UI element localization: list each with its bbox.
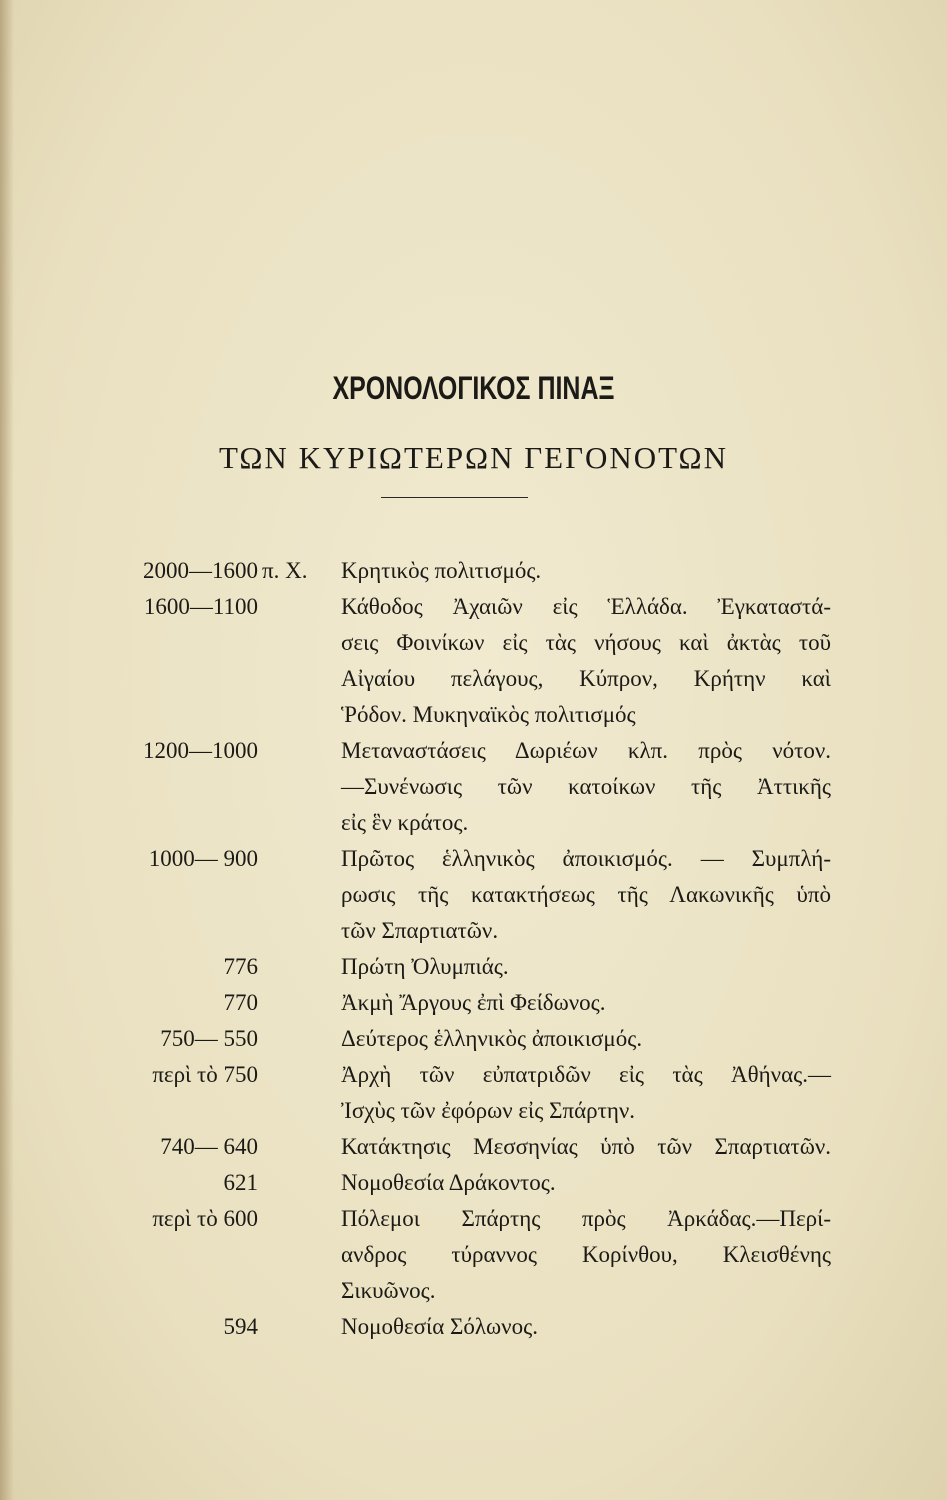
event-line: Ἀκμὴ Ἄργους ἐπὶ Φείδωνος. <box>341 990 606 1015</box>
date-cell: 770 <box>223 990 258 1015</box>
date-cell: 2000—1600 <box>143 558 258 583</box>
page-subtitle: ΤΩΝ ΚΥΡΙΩΤΕΡΩΝ ΓΕΓΟΝΟΤΩΝ <box>219 440 728 475</box>
event-line: σεις Φοινίκων εἰς τὰς νήσους καὶ ἀκτὰς τοῦ <box>341 630 831 655</box>
event-line: Δεύτερος ἑλληνικὸς ἀποικισμός. <box>341 1026 643 1051</box>
event-line: ρωσις τῆς κατακτήσεως τῆς Λακωνικῆς ὑπὸ <box>341 882 831 907</box>
dates-column <box>92 553 258 1345</box>
date-cell: 740— 640 <box>160 1134 258 1159</box>
event-line: ανδρος τύραννος Κορίνθου, Κλεισθένης <box>341 1242 831 1267</box>
date-cell: περὶ τὸ 600 <box>152 1206 258 1231</box>
date-cell: 1000— 900 <box>148 846 258 871</box>
event-line: —Συνένωσις τῶν κατοίκων τῆς Ἀττικῆς <box>341 774 831 799</box>
event-line: Ῥόδον. Μυκηναϊκὸς πολιτισμός <box>341 702 636 727</box>
event-line: Κατάκτησις Μεσσηνίας ὑπὸ τῶν Σπαρτιατῶν. <box>341 1134 831 1159</box>
event-line: Κρητικὸς πολιτισμός. <box>341 558 542 583</box>
event-line: Ἰσχὺς τῶν ἐφόρων εἰς Σπάρτην. <box>341 1098 636 1123</box>
page-edge-shadow <box>0 0 14 1500</box>
events-column <box>341 553 831 1345</box>
era-label: π. Χ. <box>262 558 308 583</box>
event-line: Πρώτη Ὀλυμπιάς. <box>341 954 509 979</box>
event-line: Νομοθεσία Σόλωνος. <box>341 1314 538 1339</box>
event-line: τῶν Σπαρτιατῶν. <box>341 918 499 943</box>
date-cell: 1600—1100 <box>143 594 258 619</box>
event-line: Κάθοδος Ἀχαιῶν εἰς Ἑλλάδα. Ἐγκαταστά- <box>341 594 831 619</box>
page-title: ΧΡΟΝΟΛΟΓΙΚΟΣ ΠΙΝΑΞ <box>332 370 615 406</box>
event-line: Πόλεμοι Σπάρτης πρὸς Ἀρκάδας.—Περί- <box>341 1206 831 1231</box>
event-line: Νομοθεσία Δράκοντος. <box>341 1170 556 1195</box>
date-cell: 1200—1000 <box>143 738 258 763</box>
date-cell: 621 <box>223 1170 258 1195</box>
title-divider <box>381 497 528 498</box>
event-line: Μεταναστάσεις Δωριέων κλπ. πρὸς νότον. <box>341 738 831 763</box>
date-cell: 750— 550 <box>160 1026 258 1051</box>
event-line: Ἀρχὴ τῶν εὐπατριδῶν εἰς τὰς Ἀθήνας.— <box>341 1062 831 1087</box>
event-line: Σικυῶνος. <box>341 1278 436 1303</box>
event-line: Αἰγαίου πελάγους, Κύπρον, Κρήτην καὶ <box>341 666 831 691</box>
event-line: Πρῶτος ἑλληνικὸς ἀποικισμός. — Συμπλή- <box>341 846 831 871</box>
event-line: εἰς ἓν κράτος. <box>341 810 469 835</box>
date-cell: περὶ τὸ 750 <box>152 1062 258 1087</box>
date-cell: 594 <box>223 1314 258 1339</box>
date-cell: 776 <box>223 954 258 979</box>
